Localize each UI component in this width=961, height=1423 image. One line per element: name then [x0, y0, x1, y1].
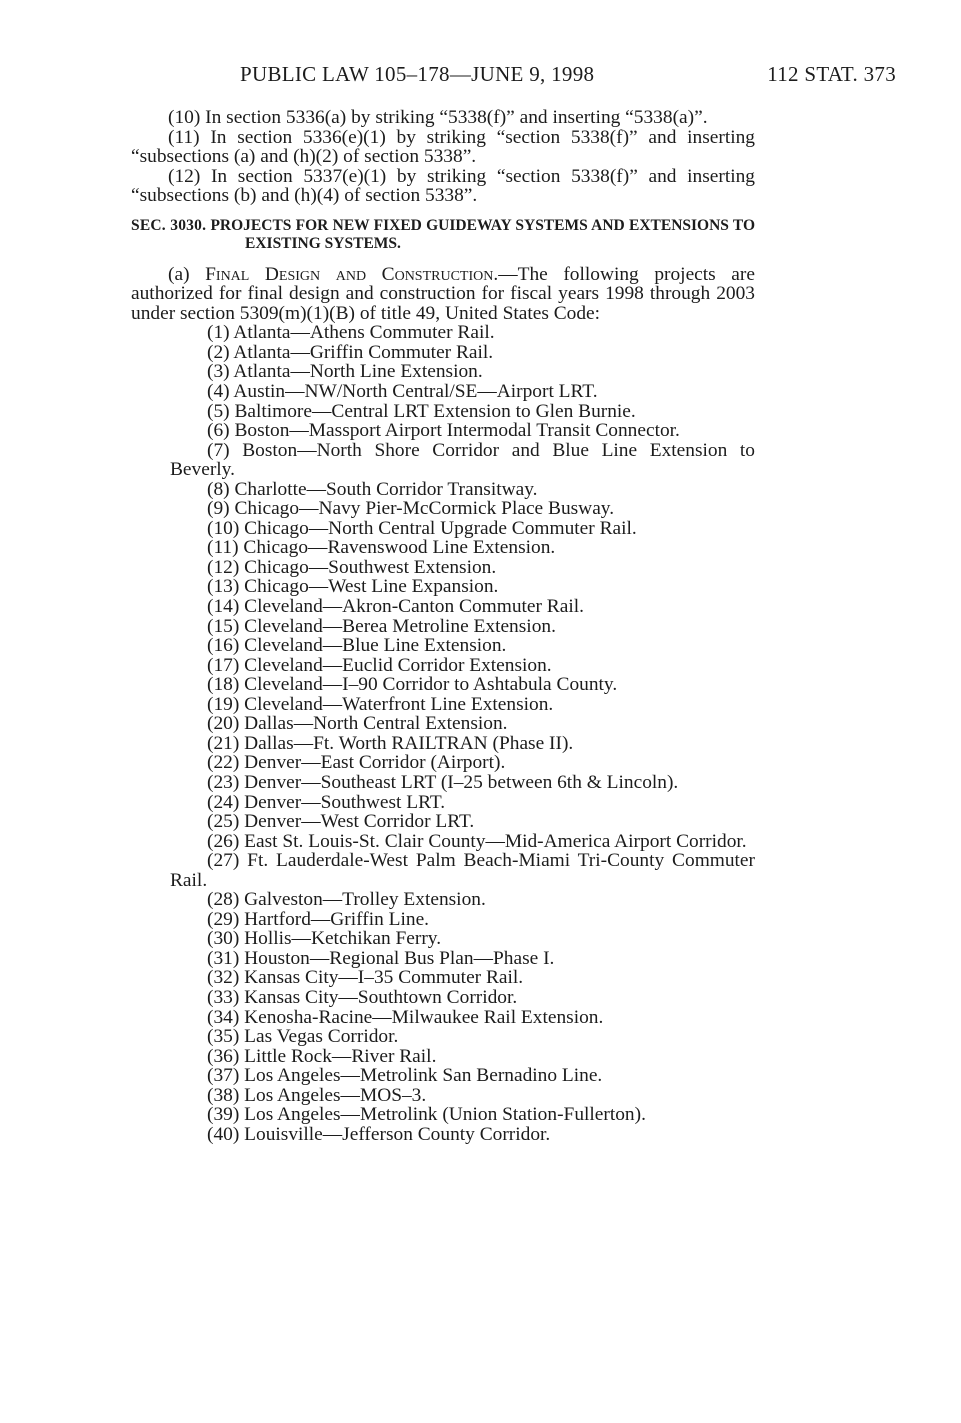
- project-item: (23) Denver—Southeast LRT (I–25 between 6th & Lincoln).: [207, 771, 679, 793]
- project-item: (39) Los Angeles—Metrolink (Union Station-Fullerton).: [207, 1104, 646, 1126]
- project-item: (11) Chicago—Ravenswood Line Extension.: [207, 537, 556, 559]
- subsection-heading: Final Design and Construction.: [205, 263, 499, 285]
- project-item: (13) Chicago—West Line Expansion.: [207, 576, 499, 598]
- project-item: (25) Denver—West Corridor LRT.: [207, 811, 475, 833]
- header-law-citation: PUBLIC LAW 105–178—JUNE 9, 1998: [240, 62, 595, 86]
- project-item: (37) Los Angeles—Metrolink San Bernadino Line.: [207, 1065, 603, 1087]
- project-item: (6) Boston—Massport Airport Intermodal Transit Connector.: [207, 420, 680, 442]
- project-item: (35) Las Vegas Corridor.: [207, 1026, 399, 1048]
- project-item: (12) Chicago—Southwest Extension.: [207, 556, 497, 578]
- project-item: (2) Atlanta—Griffin Commuter Rail.: [207, 341, 494, 363]
- project-item: (38) Los Angeles—MOS–3.: [207, 1084, 427, 1106]
- project-item: (19) Cleveland—Waterfront Line Extension.: [207, 693, 554, 715]
- subsection-text: —The following projects are authorized for final design and construction for fiscal years 1998 through 2003 under section 5309(m)(1)(B) of title 49, United States Code:: [131, 263, 755, 324]
- document-body: [131, 108, 755, 1144]
- project-item: (31) Houston—Regional Bus Plan—Phase I.: [207, 947, 555, 969]
- project-item: (33) Kansas City—Southtown Corridor.: [207, 986, 518, 1008]
- project-item: (24) Denver—Southwest LRT.: [207, 791, 446, 813]
- section-heading: [131, 217, 755, 254]
- project-item: (9) Chicago—Navy Pier-McCormick Place Busway.: [207, 498, 615, 520]
- project-item: (4) Austin—NW/North Central/SE—Airport LRT.: [207, 381, 598, 403]
- project-item: (16) Cleveland—Blue Line Extension.: [207, 635, 507, 657]
- project-item: (27) Ft. Lauderdale-West Palm Beach-Miami Tri-County Commuter Rail.: [170, 850, 755, 891]
- section-title: PROJECTS FOR NEW FIXED GUIDEWAY SYSTEMS AND EXTENSIONS TO EXISTING SYSTEMS.: [210, 216, 755, 253]
- amendment-paragraph: (10) In section 5336(a) by striking “5338(f)” and inserting “5338(a)”.: [168, 107, 708, 128]
- page-header: [240, 62, 896, 90]
- project-item: (36) Little Rock—River Rail.: [207, 1045, 437, 1067]
- project-item: (29) Hartford—Griffin Line.: [207, 908, 430, 930]
- project-item: (15) Cleveland—Berea Metroline Extension.: [207, 615, 556, 637]
- project-item: (8) Charlotte—South Corridor Transitway.: [207, 478, 538, 500]
- section-number: SEC. 3030.: [131, 216, 207, 234]
- project-item: (20) Dallas—North Central Extension.: [207, 713, 508, 735]
- project-item: (18) Cleveland—I–90 Corridor to Ashtabula County.: [207, 674, 618, 696]
- project-item: (26) East St. Louis-St. Clair County—Mid-America Airport Corridor.: [207, 830, 747, 852]
- project-item: (32) Kansas City—I–35 Commuter Rail.: [207, 967, 524, 989]
- project-item: (10) Chicago—North Central Upgrade Commuter Rail.: [207, 517, 637, 539]
- project-item: (3) Atlanta—North Line Extension.: [207, 361, 483, 383]
- project-item: (7) Boston—North Shore Corridor and Blue Line Extension to Beverly.: [170, 439, 755, 481]
- amendment-paragraph: (12) In section 5337(e)(1) by striking “section 5338(f)” and inserting “subsections (b) and (h)(4) of section 5338”.: [131, 165, 755, 207]
- project-item: (14) Cleveland—Akron-Canton Commuter Rail.: [207, 596, 584, 618]
- header-stat-page: 112 STAT. 373: [767, 62, 896, 86]
- amendment-paragraph: (11) In section 5336(e)(1) by striking “section 5338(f)” and inserting “subsections (a) and (h)(2) of section 5338”.: [131, 126, 755, 168]
- project-item: (17) Cleveland—Euclid Corridor Extension.: [207, 654, 552, 676]
- project-item: (5) Baltimore—Central LRT Extension to Glen Burnie.: [207, 400, 636, 422]
- subsection-label: (a): [168, 263, 190, 285]
- project-item: (30) Hollis—Ketchikan Ferry.: [207, 928, 442, 950]
- project-item: (1) Atlanta—Athens Commuter Rail.: [207, 322, 495, 344]
- project-item: (34) Kenosha-Racine—Milwaukee Rail Extension.: [207, 1006, 604, 1028]
- subsection-paragraph: [131, 265, 755, 324]
- project-item: (28) Galveston—Trolley Extension.: [207, 889, 486, 911]
- project-item: (22) Denver—East Corridor (Airport).: [207, 752, 506, 774]
- project-item: (21) Dallas—Ft. Worth RAILTRAN (Phase II).: [207, 732, 574, 754]
- project-item: (40) Louisville—Jefferson County Corridor.: [207, 1123, 551, 1145]
